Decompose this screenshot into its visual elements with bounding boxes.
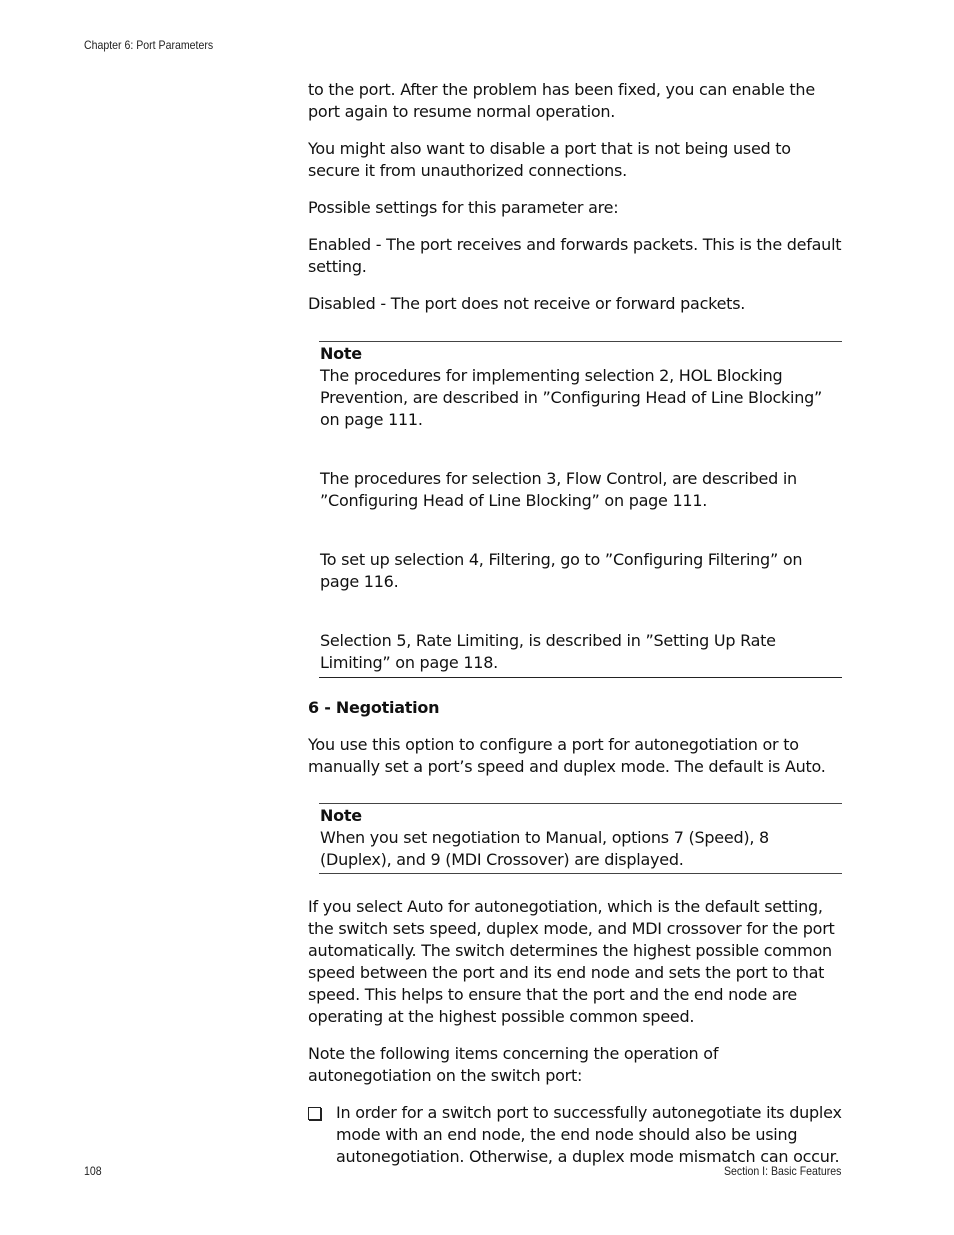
section-heading-negotiation: 6 - Negotiation [308, 698, 440, 717]
note-label: Note [320, 344, 362, 363]
note-paragraph-rate-limiting: Selection 5, Rate Limiting, is described in ”Setting Up Rate Limiting” on page 118. [320, 631, 776, 672]
note-paragraph-manual: When you set negotiation to Manual, options 7 (Speed), 8 (Duplex), and 9 (MDI Crossover) are displayed. [320, 828, 769, 869]
note-top-rule [319, 803, 842, 804]
note-box-manual-negotiation [319, 803, 842, 874]
note-top-rule [319, 341, 842, 342]
note-box-selections [319, 341, 842, 678]
checkbox-bullet-icon [308, 1107, 321, 1120]
note-bottom-rule [319, 873, 842, 874]
note-content [319, 805, 842, 871]
note-content [319, 343, 842, 674]
list-item-text: In order for a switch port to successfully autonegotiate its duplex mode with an end node, the end node should also be using autonegotiation. Otherwise, a duplex mode mismatch can occur. [336, 1103, 842, 1166]
paragraph-disabled-setting: Disabled - The port does not receive or forward packets. [308, 294, 746, 313]
paragraph-negotiation-intro: You use this option to configure a port for autonegotiation or to manually set a port’s speed and duplex mode. The default is Auto. [308, 735, 826, 776]
list-item [308, 1102, 842, 1168]
note-paragraph-hol: The procedures for implementing selection 2, HOL Blocking Prevention, are described in ”Configuring Head of Line Blocking” on page 111. [320, 366, 823, 429]
paragraph-possible-settings: Possible settings for this parameter are: [308, 198, 619, 217]
note-bottom-rule [319, 677, 842, 678]
paragraph-enabled-setting: Enabled - The port receives and forwards packets. This is the default setting. [308, 235, 842, 276]
page-body [308, 79, 842, 1168]
paragraph-disable-unused: You might also want to disable a port that is not being used to secure it from unauthorized connections. [308, 139, 791, 180]
note-paragraph-flow-control: The procedures for selection 3, Flow Control, are described in ”Configuring Head of Line Blocking” on page 111. [320, 469, 797, 510]
footer-section-title: Section I: Basic Features [723, 1164, 841, 1178]
footer-page-number: 108 [84, 1164, 102, 1178]
note-label: Note [320, 806, 362, 825]
paragraph-auto-negotiation: If you select Auto for autonegotiation, which is the default setting, the switch sets speed, duplex mode, and MDI crossover for the port automatically. The switch determines the highest possible common speed between the port and its end node and sets the port to that speed. This helps to ensure that the port and the end node are operating at the highest possible common speed. [308, 897, 835, 1026]
paragraph-port-reenable: to the port. After the problem has been fixed, you can enable the port again to resume normal operation. [308, 80, 815, 121]
running-header-chapter: Chapter 6: Port Parameters [84, 38, 214, 52]
note-paragraph-filtering: To set up selection 4, Filtering, go to ”Configuring Filtering” on page 116. [320, 550, 803, 591]
paragraph-following-items: Note the following items concerning the operation of autonegotiation on the switch port: [308, 1044, 719, 1085]
